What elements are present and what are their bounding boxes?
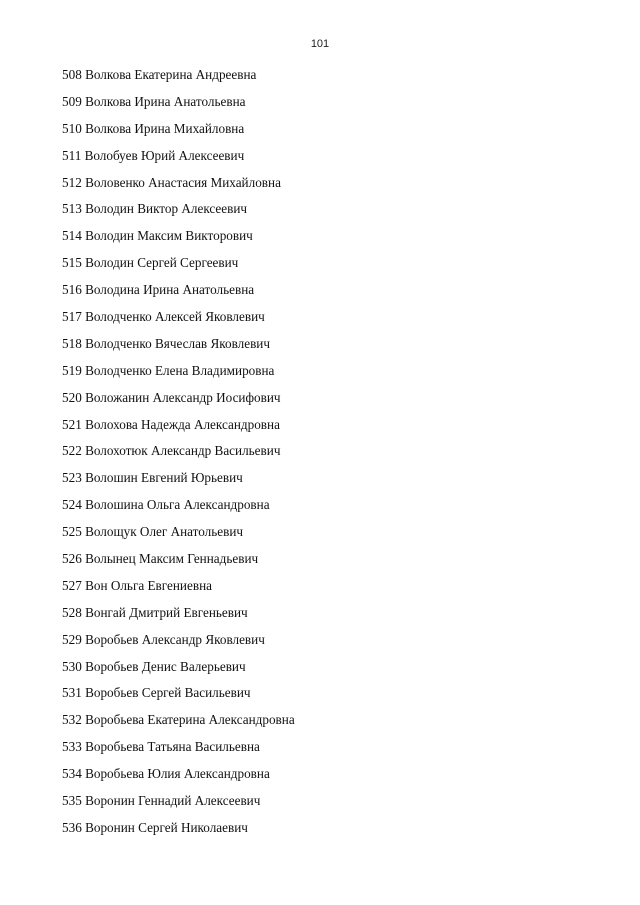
list-item: 511 Волобуев Юрий Алексеевич (62, 147, 245, 163)
list-item: 518 Володченко Вячеслав Яковлевич (62, 335, 270, 351)
list-item: 513 Володин Виктор Алексеевич (62, 201, 248, 217)
list-item: 509 Волкова Ирина Анатольевна (62, 93, 246, 109)
list-item: 534 Воробьева Юлия Александровна (62, 766, 270, 782)
list-item: 535 Воронин Геннадий Алексеевич (62, 793, 261, 809)
list-item: 515 Володин Сергей Сергеевич (62, 255, 239, 271)
list-item: 508 Волкова Екатерина Андреевна (62, 67, 257, 82)
list-item: 528 Вонгай Дмитрий Евгеньевич (62, 604, 248, 620)
list-item: 531 Воробьев Сергей Васильевич (62, 685, 251, 701)
page-number: 101 (310, 38, 330, 50)
list-item: 533 Воробьева Татьяна Васильевна (62, 739, 260, 755)
list-item: 512 Воловенко Анастасия Михайловна (62, 174, 281, 190)
list-item: 527 Вон Ольга Евгениевна (62, 577, 212, 593)
list-item: 510 Волкова Ирина Михайловна (62, 120, 245, 136)
list-item: 516 Володина Ирина Анатольевна (62, 282, 255, 298)
list-item: 526 Волынец Максим Геннадьевич (62, 551, 259, 567)
list-item: 524 Волошина Ольга Александровна (62, 497, 270, 513)
list-item: 529 Воробьев Александр Яковлевич (62, 631, 265, 647)
name-list (62, 66, 295, 846)
list-item: 523 Волошин Евгений Юрьевич (62, 470, 243, 486)
list-item: 519 Володченко Елена Владимировна (62, 362, 275, 378)
list-item: 522 Волохотюк Александр Васильевич (62, 443, 281, 459)
list-item: 536 Воронин Сергей Николаевич (62, 819, 248, 835)
list-item: 521 Волохова Надежда Александровна (62, 416, 280, 432)
list-item: 530 Воробьев Денис Валерьевич (62, 658, 246, 674)
list-item: 525 Волощук Олег Анатольевич (62, 524, 244, 540)
list-item: 532 Воробьева Екатерина Александровна (62, 712, 295, 728)
list-item: 520 Воложанин Александр Иосифович (62, 389, 281, 405)
list-item: 517 Володченко Алексей Яковлевич (62, 309, 265, 325)
list-item: 514 Володин Максим Викторович (62, 228, 253, 244)
